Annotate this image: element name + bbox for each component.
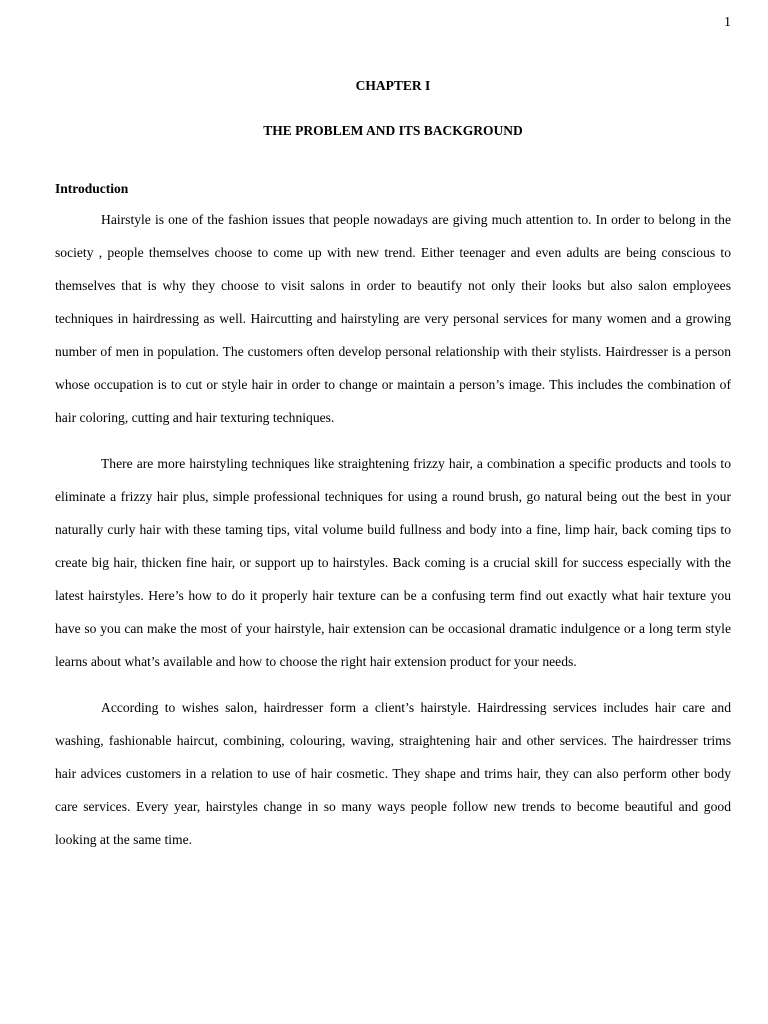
body-text <box>55 203 731 856</box>
paragraph-1: Hairstyle is one of the fashion issues that people nowadays are giving much attention to. In order to belong in the society , people themselves choose to come up with new trend. Either teenager and even adults are being conscious to themselves that is why they choose to visit salons in order to beautify not only their looks but also salon employees techniques in hairdressing as well. Haircutting and hairstyling are very personal services for many women and a growing number of men in population. The customers often develop personal relationship with their stylists. Hairdresser is a person whose occupation is to cut or style hair in order to change or maintain a person’s image. This includes the combination of hair coloring, cutting and hair texturing techniques. <box>55 212 731 425</box>
paragraph-2: There are more hairstyling techniques like straightening frizzy hair, a combination a specific products and tools to eliminate a frizzy hair plus, simple professional techniques for using a round brush, go natural being out the best in your naturally curly hair with these taming tips, vital volume build fullness and body into a fine, limp hair, back coming tips to create big hair, thicken fine hair, or support up to hairstyles. Back coming is a crucial skill for success especially with the latest hairstyles. Here’s how to do it properly hair texture can be a confusing term find out exactly what hair texture you have so you can make the most of your hairstyle, hair extension can be occasional dramatic indulgence or a long term style learns about what’s available and how to choose the right hair extension product for your needs. <box>55 456 731 669</box>
paragraph-3: According to wishes salon, hairdresser form a client’s hairstyle. Hairdressing services includes hair care and washing, fashionable haircut, combining, colouring, waving, straightening hair and other services. The hairdresser trims hair advices customers in a relation to use of hair cosmetic. They shape and trims hair, they can also perform other body care services. Every year, hairstyles change in so many ways people follow new trends to become beautiful and good looking at the same time. <box>55 700 731 847</box>
chapter-subtitle: THE PROBLEM AND ITS BACKGROUND <box>263 123 523 138</box>
chapter-title: CHAPTER I <box>355 78 431 93</box>
section-heading-introduction: Introduction <box>55 181 129 196</box>
page-number: 1 <box>724 15 731 30</box>
